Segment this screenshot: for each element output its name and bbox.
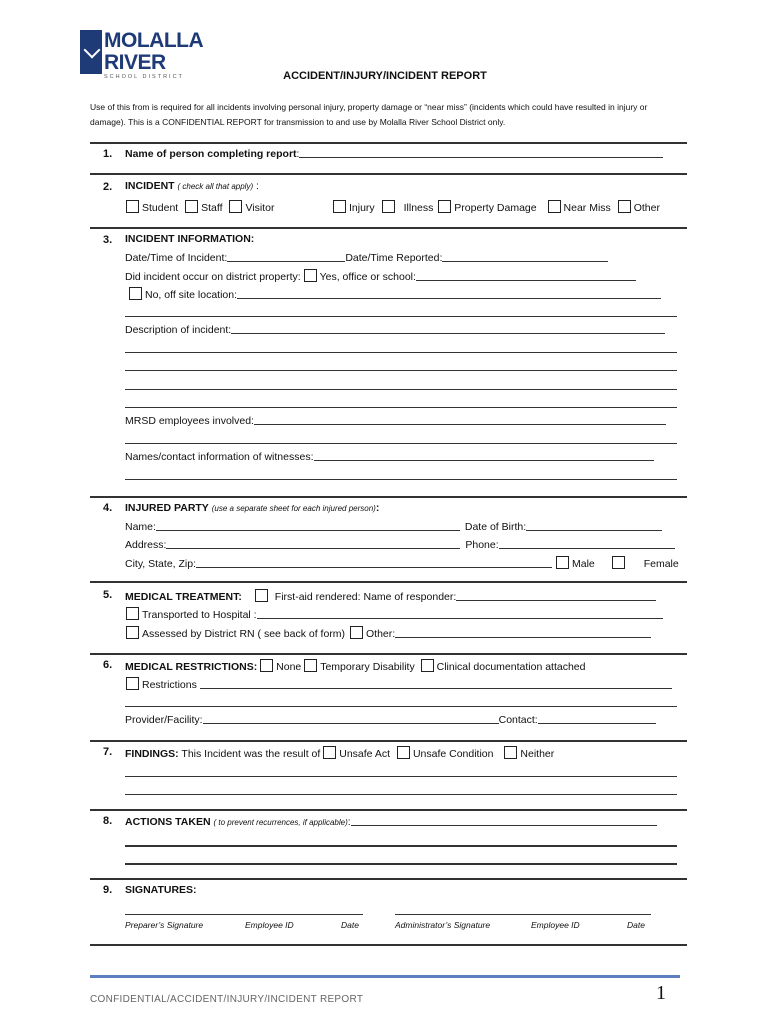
section-label: FINDINGS: (125, 748, 179, 760)
option-label: Unsafe Act (339, 748, 391, 760)
neither-checkbox[interactable] (504, 746, 517, 759)
preparer-id-label: Employee ID (245, 920, 294, 930)
blank-line[interactable] (125, 794, 677, 795)
hospital-row (126, 607, 663, 621)
divider (90, 809, 687, 811)
section-number: 9. (103, 884, 113, 896)
divider (90, 173, 687, 175)
field-label: Yes, office or school: (319, 271, 416, 283)
section-number: 8. (103, 815, 113, 827)
option-label: Clinical documentation attached (436, 661, 586, 673)
option-label: Male (572, 558, 595, 570)
field-label: MRSD employees involved: (125, 415, 254, 427)
restrictions-row (125, 659, 585, 673)
blank-line[interactable] (125, 776, 677, 777)
blank-line[interactable] (125, 845, 677, 847)
intro-text: Use of this from is required for all incidents involving personal injury, property damage or “near miss” (incidents which could have resulted in injury or damage). This is a CONFIDENTIAL REPORT for transmission to and use by Molalla River School District only. (90, 102, 648, 127)
field-label: Provider/Facility: (125, 714, 203, 726)
field-label: Phone: (465, 539, 499, 551)
property-row (125, 269, 636, 283)
district-logo (104, 30, 203, 74)
school-field[interactable] (416, 270, 636, 281)
staff-checkbox[interactable] (185, 200, 198, 213)
yes-checkbox[interactable] (304, 269, 317, 282)
field-label: Address: (125, 539, 167, 551)
section-number: 6. (103, 659, 113, 671)
option-label: Property Damage (454, 202, 537, 214)
field-label: No, off site location: (145, 289, 238, 301)
footer-bar (90, 975, 680, 978)
district-logo-icon (80, 30, 102, 74)
city-row (125, 556, 679, 570)
section-label: INCIDENT (125, 180, 175, 192)
blank-line[interactable] (125, 706, 677, 707)
option-label: Visitor (245, 202, 275, 214)
section-1 (125, 147, 663, 160)
section-number: 2. (103, 181, 113, 193)
divider (90, 581, 687, 583)
field-label: Transported to Hospital : (142, 609, 257, 621)
blank-line[interactable] (125, 863, 677, 865)
logo-subtitle: SCHOOL DISTRICT (104, 74, 184, 80)
colon: : (296, 148, 300, 160)
option-label: None (276, 661, 302, 673)
visitor-checkbox[interactable] (229, 200, 242, 213)
temp-disability-checkbox[interactable] (304, 659, 317, 672)
field-label: First-aid rendered: Name of responder: (274, 591, 457, 603)
field-label: Restrictions (142, 679, 197, 691)
blank-line[interactable] (125, 479, 677, 480)
provider-field[interactable] (203, 713, 499, 724)
divider (90, 944, 687, 946)
divider (90, 496, 687, 498)
female-checkbox[interactable] (612, 556, 625, 569)
section-label: ACTIONS TAKEN (125, 816, 211, 828)
address-row (125, 538, 675, 551)
field-label: City, State, Zip: (125, 558, 196, 570)
employees-row (125, 414, 666, 427)
actions-row (125, 815, 657, 828)
section-number: 7. (103, 746, 113, 758)
offsite-row (129, 287, 661, 301)
section-2: INCIDENT ( check all that apply) : (125, 180, 259, 192)
admin-signature-label: Administrator’s Signature (395, 920, 491, 930)
reported-date-field[interactable] (442, 251, 608, 262)
hospital-checkbox[interactable] (126, 607, 139, 620)
other-checkbox[interactable] (618, 200, 631, 213)
clinical-checkbox[interactable] (421, 659, 434, 672)
report-title: ACCIDENT/INJURY/INCIDENT REPORT (283, 70, 487, 82)
divider (90, 740, 687, 742)
first-aid-checkbox[interactable] (255, 589, 268, 602)
unsafe-act-checkbox[interactable] (323, 746, 336, 759)
blank-line[interactable] (125, 352, 677, 353)
address-field[interactable] (166, 538, 460, 549)
logo-line2: RIVER (104, 51, 166, 74)
student-checkbox[interactable] (126, 200, 139, 213)
field-label: Date of Birth: (464, 521, 527, 533)
section-label: SIGNATURES: (125, 884, 197, 896)
witnesses-field[interactable] (314, 450, 654, 461)
no-checkbox[interactable] (129, 287, 142, 300)
section-label: INJURED PARTY (125, 502, 209, 514)
section-label: MEDICAL RESTRICTIONS: (125, 661, 258, 673)
field-label: Names/contact information of witnesses: (125, 451, 314, 463)
description-field[interactable] (231, 323, 665, 334)
name-row (125, 520, 662, 533)
dob-field[interactable] (526, 520, 662, 531)
administrator-signature-line[interactable] (395, 914, 651, 915)
other-treatment-checkbox[interactable] (350, 626, 363, 639)
incident-type-row-2 (333, 200, 660, 214)
responder-field[interactable] (456, 590, 656, 601)
page-number: 1 (656, 982, 666, 1004)
offsite-field[interactable] (237, 288, 661, 299)
hospital-field[interactable] (257, 608, 663, 619)
witnesses-row (125, 450, 654, 463)
section-hint: ( to prevent recurrences, if applicable) (213, 818, 348, 827)
option-label: Other (633, 202, 660, 214)
section-4: INJURED PARTY (use a separate sheet for each injured person): (125, 502, 380, 514)
field-label: Date/Time of Incident: (125, 252, 228, 264)
option-label: Neither (520, 748, 555, 760)
field-label: Contact: (498, 714, 538, 726)
actions-field[interactable] (351, 815, 657, 826)
option-label: Injury (349, 202, 375, 214)
field-label: Description of incident: (125, 324, 232, 336)
field-label: Other: (365, 628, 396, 640)
divider (90, 227, 687, 229)
section-label: INCIDENT INFORMATION: (125, 233, 255, 245)
restrictions-detail-row (126, 677, 672, 691)
provider-row (125, 713, 656, 726)
section-number: 1. (103, 148, 113, 160)
admin-id-label: Employee ID (531, 920, 580, 930)
near-miss-checkbox[interactable] (548, 200, 561, 213)
male-checkbox[interactable] (556, 556, 569, 569)
section-hint: ( check all that apply) (177, 182, 254, 191)
blank-line[interactable] (125, 316, 677, 317)
employees-field[interactable] (254, 414, 666, 425)
option-label: Illness (403, 202, 434, 214)
preparer-date-label: Date (341, 920, 359, 930)
none-checkbox[interactable] (260, 659, 273, 672)
incident-date-field[interactable] (227, 251, 345, 262)
section-label: MEDICAL TREATMENT: (125, 591, 242, 603)
city-field[interactable] (196, 557, 552, 568)
section-hint: (use a separate sheet for each injured person) (211, 504, 376, 513)
section-number: 5. (103, 589, 113, 601)
other-treatment-field[interactable] (395, 627, 651, 638)
option-label: Unsafe Condition (412, 748, 494, 760)
field-label: Assessed by District RN ( see back of form) (142, 628, 346, 640)
divider (90, 878, 687, 880)
findings-row (125, 746, 554, 760)
reporter-name-field[interactable] (296, 147, 663, 160)
rn-checkbox[interactable] (126, 626, 139, 639)
option-label: Staff (201, 202, 223, 214)
treatment-row (125, 589, 656, 603)
field-label: Name: (125, 521, 156, 533)
admin-date-label: Date (627, 920, 645, 930)
option-label: Student (142, 202, 179, 214)
field-label: Date/Time Reported: (345, 252, 443, 264)
option-label: Female (643, 558, 679, 570)
contact-field[interactable] (538, 713, 656, 724)
rn-row (126, 626, 651, 640)
blank-line[interactable] (125, 407, 677, 408)
illness-checkbox[interactable] (382, 200, 395, 213)
date-row (125, 251, 608, 264)
restrictions-field[interactable] (200, 678, 672, 689)
preparer-signature-line[interactable] (125, 914, 363, 915)
field-label: Did incident occur on district property: (125, 271, 301, 283)
injury-checkbox[interactable] (333, 200, 346, 213)
name-field[interactable] (156, 520, 460, 531)
option-label: Temporary Disability (320, 661, 415, 673)
preparer-signature-label: Preparer’s Signature (125, 920, 204, 930)
blank-line[interactable] (125, 389, 677, 390)
divider (90, 142, 687, 144)
section-number: 4. (103, 502, 113, 514)
footer-text: CONFIDENTIAL/ACCIDENT/INJURY/INCIDENT REPORT (90, 994, 364, 1005)
section-label: Name of person completing report (125, 148, 297, 160)
blank-line[interactable] (125, 443, 677, 444)
description-row (125, 323, 665, 336)
option-label: Near Miss (563, 202, 611, 214)
incident-type-row (126, 200, 274, 214)
divider (90, 653, 687, 655)
restrictions-checkbox[interactable] (126, 677, 139, 690)
unsafe-condition-checkbox[interactable] (397, 746, 410, 759)
field-label: This Incident was the result of (181, 748, 321, 760)
property-damage-checkbox[interactable] (438, 200, 451, 213)
colon: : (347, 816, 351, 828)
logo-line1: MOLALLA (104, 29, 204, 52)
blank-line[interactable] (125, 370, 677, 371)
phone-field[interactable] (499, 538, 675, 549)
section-number: 3. (103, 234, 113, 246)
